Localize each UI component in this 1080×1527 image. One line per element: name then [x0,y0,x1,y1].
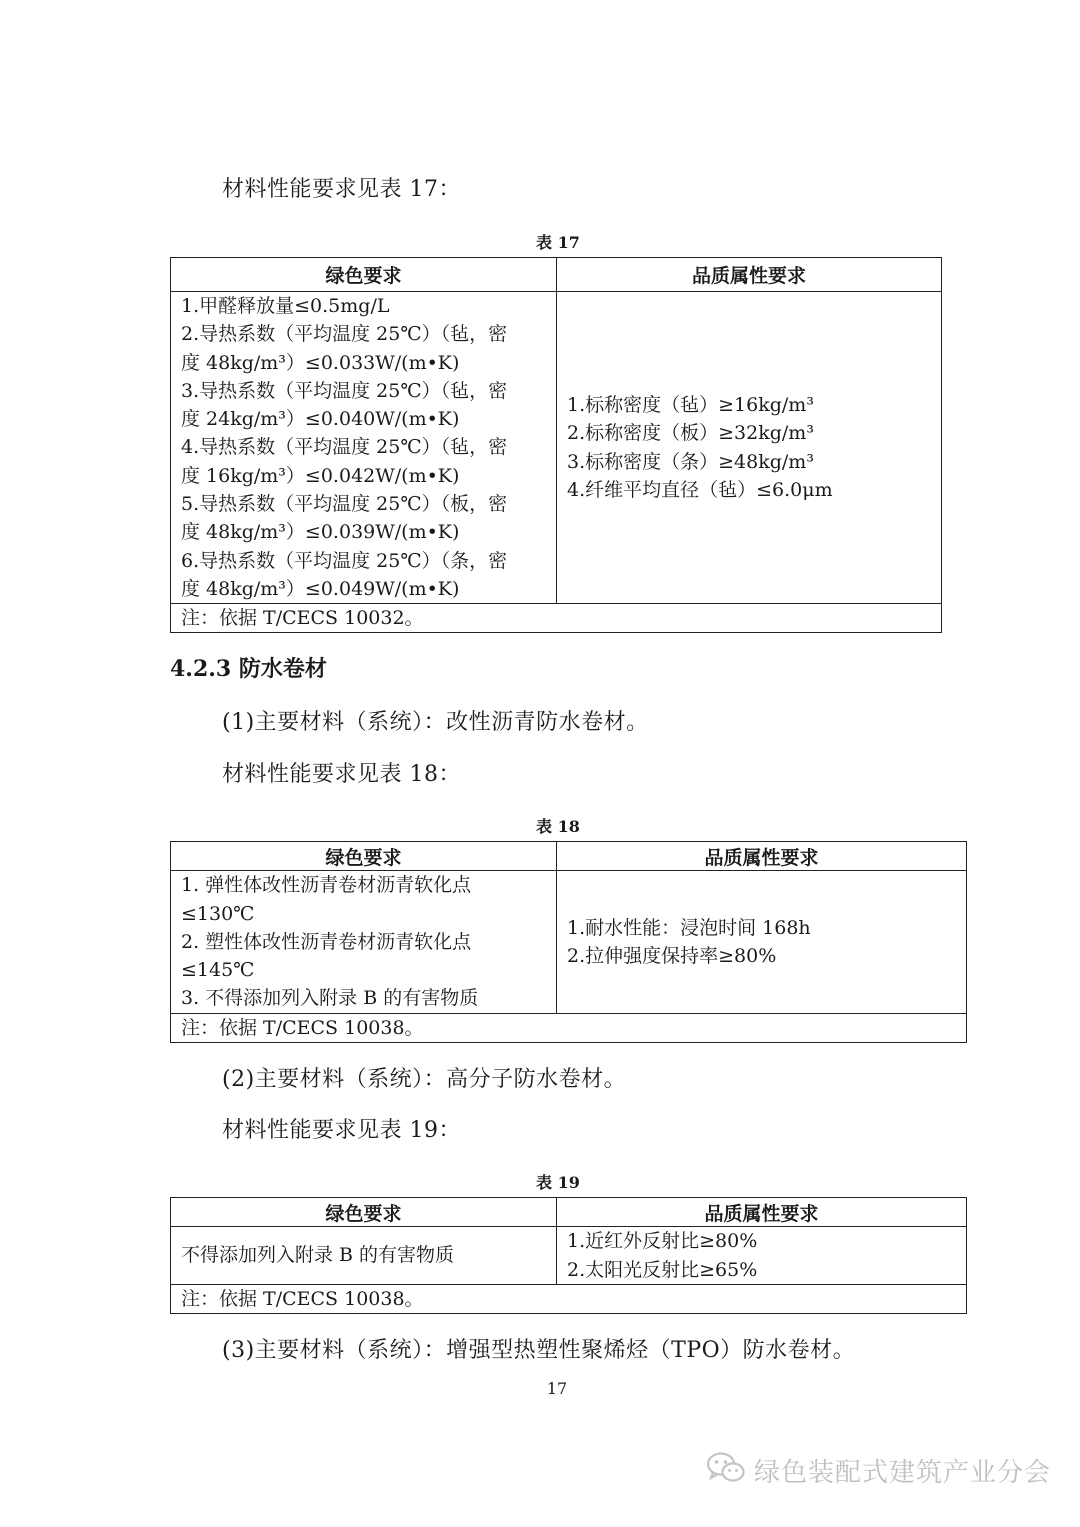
table-19-body-row [171,1227,967,1285]
table-19-note: 注：依据 T/CECS 10038。 [171,1285,967,1314]
table-17-note-row [171,604,942,633]
table-18-header-green: 绿色要求 [171,842,557,871]
list-item: 1.标称密度（毡）≥16kg/m³ [567,393,814,416]
page-number: 17 [546,1379,568,1398]
list-item: 4.导热系数（平均温度 25℃）（毡，密 [181,436,508,459]
table-18-quality-requirements [557,871,967,1014]
table-18-header-quality: 品质属性要求 [557,842,967,871]
list-item: 1.近红外反射比≥80% [567,1230,758,1252]
list-item: 2.导热系数（平均温度 25℃）（毡，密 [181,323,508,346]
table-17-header-green: 绿色要求 [171,258,557,292]
list-item: 度 48kg/m³）≤0.049W/(m•K) [181,577,460,600]
intro-table-17: 材料性能要求见表 17： [222,177,461,202]
table-18-note-row [171,1014,967,1043]
table-18 [170,841,967,1043]
material-item-3: (3)主要材料（系统）：增强型热塑性聚烯烃（TPO）防水卷材。 [222,1338,856,1363]
list-item: 2.标称密度（板）≥32kg/m³ [567,422,814,445]
list-item: 1. 弹性体改性沥青卷材沥青软化点 [181,874,472,897]
list-item: 2.太阳光反射比≥65% [567,1258,758,1281]
list-item: 不得添加列入附录 B 的有害物质 [181,1244,455,1267]
table-19 [170,1197,967,1314]
material-item-1: (1)主要材料（系统）：改性沥青防水卷材。 [222,710,649,735]
list-item: 度 16kg/m³）≤0.042W/(m•K) [181,464,460,487]
list-item: ≤145℃ [181,959,255,982]
table-17-header-quality: 品质属性要求 [557,258,942,292]
table-18-header-row [171,842,967,871]
list-item: 3. 不得添加列入附录 B 的有害物质 [181,987,479,1010]
table-19-note-row [171,1285,967,1314]
table-18-body-row [171,871,967,1014]
table-19-caption: 表 19 [536,1173,580,1192]
table-17-body-row [171,292,942,604]
section-heading: 4.2.3 防水卷材 [170,656,327,682]
list-item: 度 48kg/m³）≤0.039W/(m•K) [181,521,460,544]
intro-table-19: 材料性能要求见表 19： [222,1118,461,1143]
table-17-caption: 表 17 [536,233,580,252]
list-item: 度 48kg/m³）≤0.033W/(m•K) [181,351,460,374]
list-item: 度 24kg/m³）≤0.040W/(m•K) [181,408,460,431]
material-item-2: (2)主要材料（系统）：高分子防水卷材。 [222,1067,627,1092]
list-item: 4.纤维平均直径（毡）≤6.0μm [567,479,833,502]
watermark-text: 绿色装配式建筑产业分会 [754,1457,1052,1488]
table-17 [170,257,942,633]
list-item: 1.耐水性能：浸泡时间 168h [567,916,811,939]
table-18-caption: 表 18 [536,817,580,836]
intro-table-18: 材料性能要求见表 18： [222,762,461,787]
list-item: 6.导热系数（平均温度 25℃）（条，密 [181,549,508,572]
table-19-green-requirements [171,1227,557,1285]
list-item: 3.标称密度（条）≥48kg/m³ [567,450,814,473]
table-19-header-green: 绿色要求 [171,1198,557,1227]
list-item: ≤130℃ [181,902,255,925]
table-17-note: 注：依据 T/CECS 10032。 [171,604,942,633]
watermark [706,1450,1051,1490]
wechat-icon [706,1451,746,1489]
list-item: 1.甲醛释放量≤0.5mg/L [181,295,390,317]
table-17-green-requirements [171,292,557,604]
table-19-header-row [171,1198,967,1227]
table-18-note: 注：依据 T/CECS 10038。 [171,1014,967,1043]
list-item: 2.拉伸强度保持率≥80% [567,945,777,967]
list-item: 2. 塑性体改性沥青卷材沥青软化点 [181,930,472,953]
table-18-green-requirements [171,871,557,1014]
table-17-header-row [171,258,942,292]
table-19-quality-requirements [557,1227,967,1285]
table-19-header-quality: 品质属性要求 [557,1198,967,1227]
list-item: 3.导热系数（平均温度 25℃）（毡，密 [181,379,508,402]
list-item: 5.导热系数（平均温度 25℃）（板，密 [181,493,508,516]
table-17-quality-requirements [557,292,942,604]
